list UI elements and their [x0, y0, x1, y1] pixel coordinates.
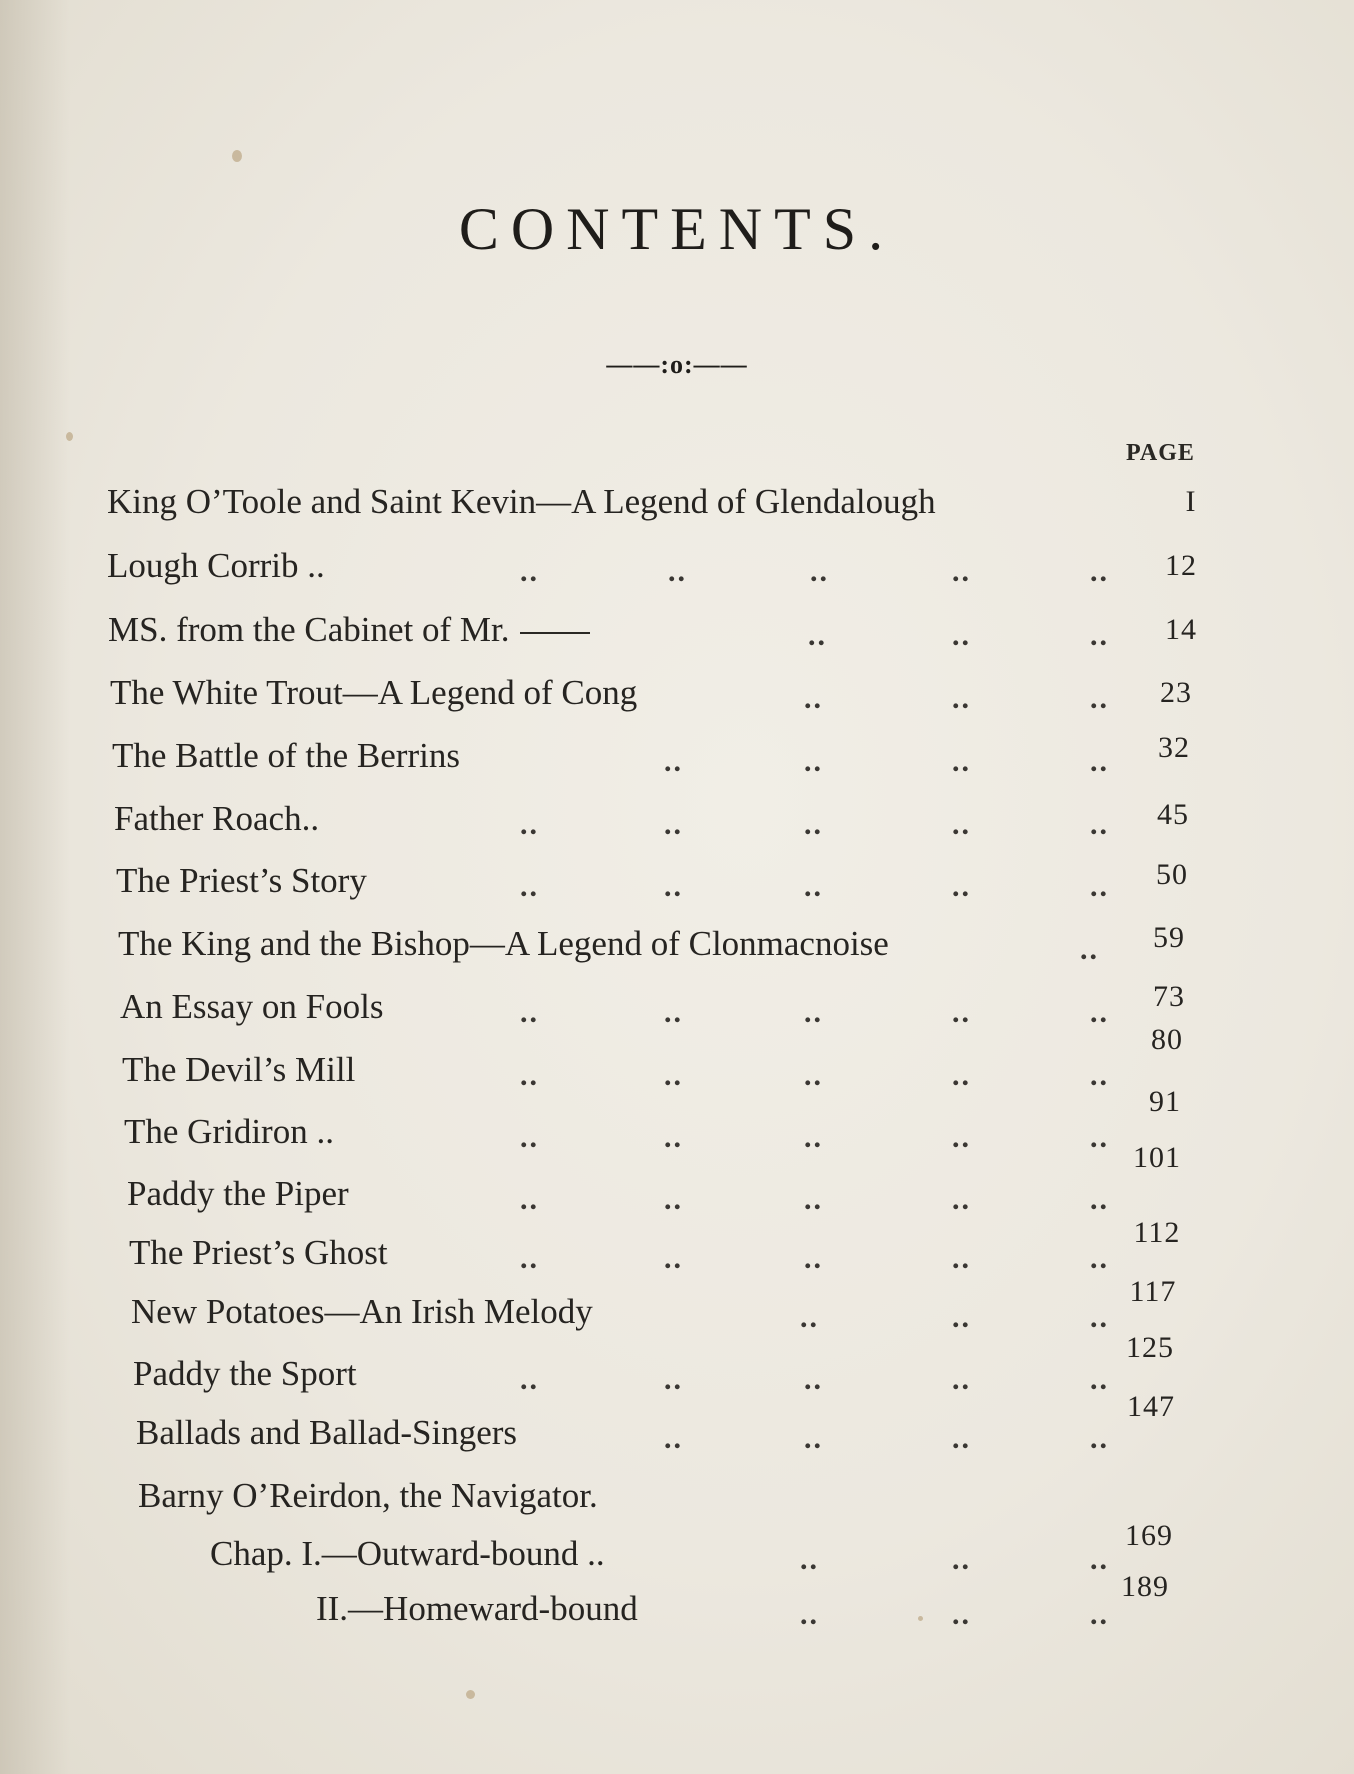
leader-dots: ..: [804, 808, 823, 841]
leader-dots: ..: [520, 870, 539, 903]
toc-entry-page-number: 12: [1165, 549, 1197, 582]
leader-dots: ..: [804, 1242, 823, 1275]
leader-dots: ..: [664, 1363, 683, 1396]
toc-entry-title: Father Roach..: [114, 799, 320, 838]
toc-entry-page-number: 32: [1158, 731, 1190, 764]
leader-dots: ..: [1090, 1363, 1109, 1396]
toc-entry-page-number: I: [1185, 485, 1197, 518]
toc-entry-title: MS. from the Cabinet of Mr.: [108, 606, 590, 654]
leader-dots: ..: [952, 745, 971, 778]
leader-dots: ..: [520, 1242, 539, 1275]
leader-dots: ..: [664, 1242, 683, 1275]
toc-entry-title: The Gridiron ..: [124, 1112, 334, 1151]
leader-dots: ..: [1090, 619, 1109, 652]
leader-dots: ..: [664, 1183, 683, 1216]
leader-dots: ..: [1080, 933, 1099, 966]
leader-dots: ..: [804, 870, 823, 903]
toc-entry-title: Chap. I.—Outward-bound ..: [210, 1534, 605, 1573]
toc-entry-title: King O’Toole and Saint Kevin—A Legend of Glendalough: [107, 482, 936, 521]
leader-dots: ..: [664, 1422, 683, 1455]
toc-entry-title: The Devil’s Mill: [122, 1050, 356, 1089]
leader-dots: ..: [520, 1363, 539, 1396]
toc-entry-page-number: 169: [1125, 1519, 1173, 1552]
leader-dots: ..: [1090, 1422, 1109, 1455]
leader-dots: ..: [1090, 555, 1109, 588]
leader-dots: ..: [804, 682, 823, 715]
leader-dots: ..: [520, 555, 539, 588]
leader-dots: ..: [804, 1363, 823, 1396]
leader-dots: ..: [520, 1059, 539, 1092]
toc-entry-page-number: 112: [1133, 1216, 1181, 1249]
toc-entry-page-number: 189: [1121, 1570, 1169, 1603]
leader-dots: ..: [952, 1598, 971, 1631]
leader-dots: ..: [800, 1543, 819, 1576]
leader-dots: ..: [952, 870, 971, 903]
toc-entry-title: The White Trout—A Legend of Cong: [110, 673, 638, 712]
leader-dots: ..: [520, 808, 539, 841]
toc-entry-title: New Potatoes—An Irish Melody: [131, 1292, 593, 1331]
leader-dots: ..: [664, 996, 683, 1029]
paper-speck: [918, 1616, 923, 1621]
toc-entry-page-number: 101: [1133, 1141, 1181, 1174]
leader-dots: ..: [1090, 1301, 1109, 1334]
leader-dots: ..: [520, 996, 539, 1029]
blank-rule: [520, 632, 590, 634]
title-ornament: ——:o:——: [606, 350, 748, 379]
toc-entry-page-number: 125: [1126, 1331, 1174, 1364]
leader-dots: ..: [952, 1422, 971, 1455]
toc-entry-title: Ballads and Ballad-Singers: [136, 1413, 518, 1452]
paper-speck: [466, 1690, 475, 1699]
toc-entry: [0, 542, 1354, 590]
leader-dots: ..: [952, 1363, 971, 1396]
leader-dots: ..: [810, 555, 829, 588]
leader-dots: ..: [1090, 682, 1109, 715]
leader-dots: ..: [952, 1183, 971, 1216]
leader-dots: ..: [1090, 1183, 1109, 1216]
leader-dots: ..: [952, 1242, 971, 1275]
leader-dots: ..: [800, 1598, 819, 1631]
leader-dots: ..: [1090, 1059, 1109, 1092]
leader-dots: ..: [952, 619, 971, 652]
toc-entry-title: Lough Corrib ..: [107, 546, 325, 585]
toc-entry-page-number: 117: [1129, 1275, 1177, 1308]
leader-dots: ..: [952, 1059, 971, 1092]
toc-entry-page-number: 45: [1157, 798, 1189, 831]
toc-entry-page-number: 147: [1127, 1390, 1175, 1423]
toc-entry-title: Barny O’Reirdon, the Navigator.: [138, 1476, 598, 1515]
toc-entry: [0, 1390, 1354, 1457]
toc-entry-title: An Essay on Fools: [120, 987, 384, 1026]
leader-dots: ..: [952, 808, 971, 841]
toc-entry: [0, 478, 1354, 526]
leader-dots: ..: [664, 808, 683, 841]
toc-entry-page-number: 80: [1151, 1023, 1183, 1056]
leader-dots: ..: [664, 745, 683, 778]
toc-entry: [0, 1570, 1354, 1633]
leader-dots: ..: [800, 1301, 819, 1334]
leader-dots: ..: [808, 619, 827, 652]
leader-dots: ..: [668, 555, 687, 588]
toc-entry: [0, 732, 1354, 780]
toc-entry: [0, 669, 1354, 717]
leader-dots: ..: [1090, 1543, 1109, 1576]
leader-dots: ..: [1090, 996, 1109, 1029]
leader-dots: ..: [952, 1301, 971, 1334]
toc-entry-title: Paddy the Sport: [133, 1354, 357, 1393]
leader-dots: ..: [952, 682, 971, 715]
toc-entry-page-number: 23: [1160, 676, 1192, 709]
toc-entry-title: II.—Homeward-bound: [316, 1589, 638, 1628]
leader-dots: ..: [664, 1059, 683, 1092]
page-title: CONTENTS.: [458, 196, 896, 262]
leader-dots: ..: [804, 996, 823, 1029]
toc-entry-title: The King and the Bishop—A Legend of Clonmacnoise: [118, 924, 889, 963]
leader-dots: ..: [952, 1543, 971, 1576]
leader-dots: ..: [1090, 1598, 1109, 1631]
leader-dots: ..: [520, 1121, 539, 1154]
toc-entry-page-number: 91: [1149, 1085, 1181, 1118]
leader-dots: ..: [952, 996, 971, 1029]
toc-entry: [0, 857, 1354, 905]
toc-entry-page-number: 73: [1153, 980, 1185, 1013]
toc-entry-page-number: 59: [1153, 921, 1185, 954]
paper-speck: [66, 432, 73, 441]
toc-entry-title: Paddy the Piper: [127, 1174, 349, 1213]
toc-entry-page-number: 14: [1165, 613, 1197, 646]
toc-entry-title: The Battle of the Berrins: [112, 736, 460, 775]
leader-dots: ..: [952, 555, 971, 588]
toc-entry-title: The Priest’s Story: [116, 861, 367, 900]
page-column-heading: PAGE: [1126, 440, 1195, 466]
leader-dots: ..: [664, 1121, 683, 1154]
leader-dots: ..: [952, 1121, 971, 1154]
leader-dots: ..: [520, 1183, 539, 1216]
leader-dots: ..: [664, 870, 683, 903]
leader-dots: ..: [804, 1183, 823, 1216]
paper-speck: [232, 150, 242, 162]
toc-entry-title: The Priest’s Ghost: [129, 1233, 388, 1272]
leader-dots: ..: [804, 1422, 823, 1455]
toc-entry: [0, 920, 1354, 968]
leader-dots: ..: [1090, 808, 1109, 841]
leader-dots: ..: [804, 1059, 823, 1092]
leader-dots: ..: [804, 745, 823, 778]
leader-dots: ..: [1090, 1242, 1109, 1275]
leader-dots: ..: [804, 1121, 823, 1154]
toc-entry: [0, 606, 1354, 654]
leader-dots: ..: [1090, 745, 1109, 778]
toc-entry-page-number: 50: [1156, 858, 1188, 891]
leader-dots: ..: [1090, 870, 1109, 903]
leader-dots: ..: [1090, 1121, 1109, 1154]
toc-entry: [0, 795, 1354, 843]
